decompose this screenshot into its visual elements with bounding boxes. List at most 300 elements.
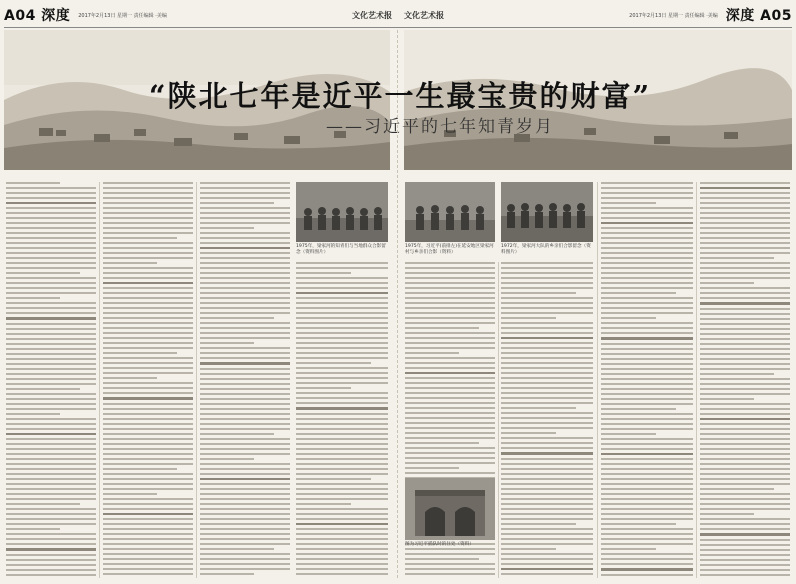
text-line — [200, 558, 290, 560]
text-line — [6, 528, 60, 530]
text-line — [700, 287, 790, 289]
text-line — [6, 192, 96, 194]
right-header-meta: 2017年2月13日 星期一 责任编辑 ·美编 — [629, 12, 718, 19]
text-line — [200, 368, 290, 370]
text-line — [700, 282, 754, 284]
text-line — [405, 462, 495, 464]
text-line — [405, 568, 495, 570]
text-line — [700, 222, 790, 224]
text-line — [700, 313, 790, 315]
text-line — [601, 493, 693, 495]
text-line — [296, 558, 388, 560]
text-line — [501, 322, 593, 324]
text-line — [296, 498, 388, 500]
text-line — [200, 503, 290, 505]
text-line — [601, 317, 656, 319]
text-line — [601, 267, 693, 269]
text-line — [501, 262, 593, 264]
text-line — [601, 428, 693, 430]
text-line — [6, 478, 96, 480]
text-line — [103, 262, 157, 264]
text-line — [700, 564, 790, 566]
text-line — [700, 528, 790, 530]
text-line — [700, 423, 790, 425]
text-line — [200, 538, 290, 540]
text-line — [601, 252, 693, 254]
text-line — [103, 538, 193, 540]
text-line — [103, 528, 193, 530]
text-line — [103, 322, 193, 324]
text-line — [296, 347, 388, 349]
text-line — [6, 207, 96, 209]
article-title: “陕北七年是近平一生最宝贵的财富” — [148, 79, 652, 113]
text-line — [296, 463, 388, 465]
text-line — [103, 473, 193, 475]
text-line — [103, 523, 193, 525]
left-text-column-2 — [103, 182, 193, 578]
text-line — [200, 252, 290, 254]
text-line — [405, 362, 495, 364]
text-line — [200, 403, 290, 405]
right-text-column-2 — [501, 262, 593, 578]
text-line — [200, 202, 274, 204]
text-line — [103, 332, 193, 334]
text-line — [405, 267, 495, 269]
text-line — [501, 473, 593, 475]
text-line — [200, 287, 290, 289]
text-line — [405, 277, 495, 279]
text-line — [501, 493, 593, 495]
text-line — [103, 302, 193, 304]
text-line — [601, 237, 693, 239]
text-line — [200, 327, 290, 329]
right-text-column-3 — [601, 182, 693, 578]
text-line — [6, 237, 96, 239]
text-line — [200, 217, 290, 219]
text-line — [405, 447, 495, 449]
text-line — [405, 337, 495, 339]
text-line — [501, 347, 593, 349]
text-line — [296, 453, 388, 455]
text-line — [296, 488, 388, 490]
text-line — [601, 332, 693, 334]
text-line — [700, 328, 790, 330]
text-line — [405, 372, 495, 374]
text-line — [700, 192, 790, 194]
text-line — [6, 433, 96, 435]
text-line — [501, 548, 556, 550]
text-line — [405, 553, 495, 555]
text-line — [700, 463, 790, 465]
text-line — [405, 472, 495, 474]
text-line — [6, 523, 96, 525]
text-line — [296, 563, 388, 565]
right-page-label: 深度 A05 — [725, 8, 792, 24]
right-page-header — [404, 4, 792, 26]
text-line — [405, 387, 495, 389]
text-line — [501, 382, 593, 384]
text-line — [296, 327, 388, 329]
text-line — [6, 468, 96, 470]
text-line — [700, 433, 790, 435]
text-line — [405, 563, 495, 565]
text-line — [200, 388, 290, 390]
text-line — [103, 377, 157, 379]
text-line — [601, 548, 656, 550]
text-line — [103, 187, 193, 189]
text-line — [200, 568, 290, 570]
text-line — [103, 287, 193, 289]
text-line — [6, 383, 96, 385]
text-line — [700, 554, 790, 556]
text-line — [405, 307, 495, 309]
text-line — [405, 382, 495, 384]
text-line — [6, 393, 96, 395]
text-line — [601, 192, 693, 194]
text-line — [501, 543, 593, 545]
text-line — [200, 448, 290, 450]
text-line — [296, 428, 388, 430]
text-line — [601, 574, 693, 576]
text-line — [405, 312, 495, 314]
text-line — [501, 427, 593, 429]
text-line — [103, 443, 193, 445]
text-line — [601, 443, 693, 445]
text-line — [103, 247, 193, 249]
text-line — [700, 318, 790, 320]
text-line — [700, 403, 790, 405]
text-line — [601, 378, 693, 380]
text-line — [501, 407, 576, 409]
text-line — [6, 398, 96, 400]
text-line — [6, 423, 96, 425]
text-line — [501, 292, 576, 294]
text-line — [601, 533, 693, 535]
column-divider — [498, 262, 499, 578]
text-line — [296, 357, 388, 359]
text-line — [700, 267, 790, 269]
text-line — [6, 312, 96, 314]
left-text-column-3 — [200, 182, 290, 578]
text-line — [200, 347, 290, 349]
text-line — [501, 458, 593, 460]
text-line — [405, 317, 495, 319]
text-line — [6, 272, 80, 274]
text-line — [200, 433, 274, 435]
text-line — [200, 282, 290, 284]
text-line — [200, 518, 290, 520]
text-line — [501, 488, 593, 490]
text-line — [700, 438, 790, 440]
text-line — [6, 503, 80, 505]
text-line — [501, 297, 593, 299]
text-line — [501, 503, 593, 505]
text-line — [700, 373, 774, 375]
text-line — [103, 387, 193, 389]
text-line — [103, 392, 193, 394]
text-line — [6, 242, 96, 244]
article-subtitle: ——习近平的七年知青岁月 — [326, 117, 554, 137]
text-line — [601, 217, 693, 219]
text-line — [501, 352, 593, 354]
text-line — [601, 337, 693, 339]
text-line — [700, 513, 754, 515]
text-line — [103, 448, 193, 450]
text-line — [601, 272, 693, 274]
text-line — [501, 533, 593, 535]
text-line — [601, 528, 693, 530]
text-line — [103, 372, 193, 374]
text-line — [200, 247, 290, 249]
text-line — [700, 227, 790, 229]
left-text-column-1 — [6, 182, 96, 578]
text-line — [601, 358, 693, 360]
text-line — [296, 433, 388, 435]
group-photo-left — [296, 182, 388, 242]
text-line — [700, 277, 790, 279]
text-line — [501, 528, 593, 530]
text-line — [296, 553, 388, 555]
text-line — [200, 523, 290, 525]
text-line — [405, 262, 495, 264]
right-text-column-4 — [700, 182, 790, 578]
text-line — [296, 458, 388, 460]
text-line — [200, 438, 290, 440]
text-line — [700, 393, 790, 395]
text-line — [601, 322, 693, 324]
text-line — [6, 513, 96, 515]
text-line — [405, 457, 495, 459]
text-line — [501, 342, 593, 344]
text-line — [296, 438, 388, 440]
text-line — [6, 307, 96, 309]
text-line — [296, 483, 388, 485]
text-line — [501, 442, 593, 444]
text-line — [296, 322, 388, 324]
text-line — [6, 317, 96, 319]
text-line — [103, 212, 193, 214]
text-line — [700, 413, 790, 415]
text-line — [296, 513, 388, 515]
text-line — [103, 207, 193, 209]
text-line — [601, 307, 693, 309]
text-line — [501, 302, 593, 304]
text-line — [501, 478, 593, 480]
text-line — [200, 498, 290, 500]
text-line — [6, 227, 96, 229]
text-line — [700, 292, 790, 294]
text-line — [103, 548, 193, 550]
text-line — [6, 222, 96, 224]
text-line — [405, 292, 495, 294]
text-line — [601, 348, 693, 350]
text-line — [103, 227, 193, 229]
text-line — [6, 267, 96, 269]
text-line — [501, 523, 576, 525]
text-line — [501, 337, 593, 339]
text-line — [501, 553, 593, 555]
text-line — [200, 378, 290, 380]
text-line — [601, 207, 693, 209]
text-line — [296, 443, 388, 445]
text-line — [6, 348, 96, 350]
text-line — [700, 242, 790, 244]
text-line — [200, 322, 290, 324]
text-line — [6, 554, 96, 556]
text-line — [296, 538, 388, 540]
text-line — [700, 348, 790, 350]
text-line — [6, 368, 96, 370]
text-line — [6, 488, 96, 490]
left-page-header — [4, 4, 392, 26]
text-line — [601, 413, 693, 415]
text-line — [501, 437, 593, 439]
text-line — [6, 473, 96, 475]
text-line — [601, 383, 693, 385]
text-line — [296, 468, 388, 470]
text-line — [200, 478, 290, 480]
text-line — [296, 523, 388, 525]
text-line — [700, 533, 790, 535]
text-line — [103, 232, 193, 234]
text-line — [501, 277, 593, 279]
text-line — [296, 573, 388, 575]
text-line — [6, 217, 96, 219]
text-line — [103, 423, 193, 425]
text-line — [6, 333, 96, 335]
text-line — [103, 518, 193, 520]
text-line — [200, 398, 290, 400]
text-line — [200, 543, 290, 545]
text-line — [6, 353, 96, 355]
text-line — [501, 422, 593, 424]
text-line — [405, 352, 459, 354]
text-line — [6, 302, 96, 304]
text-line — [6, 287, 96, 289]
text-line — [601, 423, 693, 425]
text-line — [601, 197, 693, 199]
text-line — [296, 528, 388, 530]
text-line — [103, 382, 193, 384]
text-line — [103, 202, 193, 204]
text-line — [405, 432, 495, 434]
text-line — [700, 197, 790, 199]
text-line — [700, 539, 790, 541]
text-line — [405, 302, 495, 304]
text-line — [6, 297, 60, 299]
text-line — [200, 528, 290, 530]
text-line — [405, 357, 495, 359]
text-line — [6, 498, 96, 500]
text-line — [103, 478, 193, 480]
text-line — [296, 352, 388, 354]
text-line — [405, 548, 495, 550]
text-line — [296, 418, 388, 420]
text-line — [103, 397, 193, 399]
text-line — [103, 418, 193, 420]
text-line — [601, 508, 693, 510]
text-line — [700, 187, 790, 189]
text-line — [6, 202, 96, 204]
text-line — [296, 277, 388, 279]
text-line — [6, 518, 96, 520]
text-line — [200, 488, 290, 490]
text-line — [296, 413, 388, 415]
text-line — [103, 563, 193, 565]
text-line — [103, 257, 193, 259]
text-line — [200, 332, 290, 334]
text-line — [200, 468, 290, 470]
text-line — [405, 437, 495, 439]
text-line — [200, 292, 290, 294]
text-line — [6, 564, 96, 566]
text-line — [103, 357, 193, 359]
text-line — [200, 443, 290, 445]
text-line — [501, 282, 593, 284]
text-line — [296, 302, 388, 304]
text-line — [6, 363, 96, 365]
text-line — [700, 343, 790, 345]
text-line — [501, 468, 593, 470]
text-line — [700, 212, 790, 214]
text-line — [501, 518, 593, 520]
text-line — [501, 317, 556, 319]
text-line — [405, 417, 495, 419]
text-line — [296, 317, 388, 319]
text-line — [700, 448, 790, 450]
text-line — [200, 242, 290, 244]
text-line — [6, 252, 96, 254]
text-line — [200, 423, 290, 425]
text-line — [103, 533, 193, 535]
group-photo-left-caption: 1975年，梁家河的知青们与当地群众合影留念（资料图片） — [296, 244, 386, 255]
text-line — [200, 187, 290, 189]
text-line — [405, 467, 459, 469]
text-line — [103, 222, 193, 224]
text-line — [200, 373, 290, 375]
text-line — [103, 182, 193, 184]
text-line — [103, 458, 193, 460]
text-line — [296, 272, 351, 274]
text-line — [405, 322, 495, 324]
text-line — [200, 342, 254, 344]
text-line — [296, 337, 388, 339]
text-line — [103, 297, 193, 299]
text-line — [296, 543, 388, 545]
text-line — [601, 312, 693, 314]
text-line — [200, 182, 290, 184]
text-line — [601, 558, 693, 560]
text-line — [103, 568, 193, 570]
text-line — [6, 343, 96, 345]
group-photo-right-caption: 1972年，梁家河大队的乡亲们合影留念（资料图片） — [501, 244, 591, 255]
text-line — [700, 493, 790, 495]
text-line — [103, 488, 193, 490]
text-line — [700, 333, 790, 335]
text-line — [6, 458, 96, 460]
text-line — [601, 343, 693, 345]
text-line — [405, 332, 495, 334]
text-line — [103, 463, 193, 465]
text-line — [103, 252, 193, 254]
text-line — [601, 262, 693, 264]
text-line — [296, 297, 388, 299]
text-line — [296, 282, 388, 284]
text-line — [501, 463, 593, 465]
left-text-column-4 — [296, 262, 388, 578]
text-line — [700, 308, 790, 310]
text-line — [405, 347, 495, 349]
